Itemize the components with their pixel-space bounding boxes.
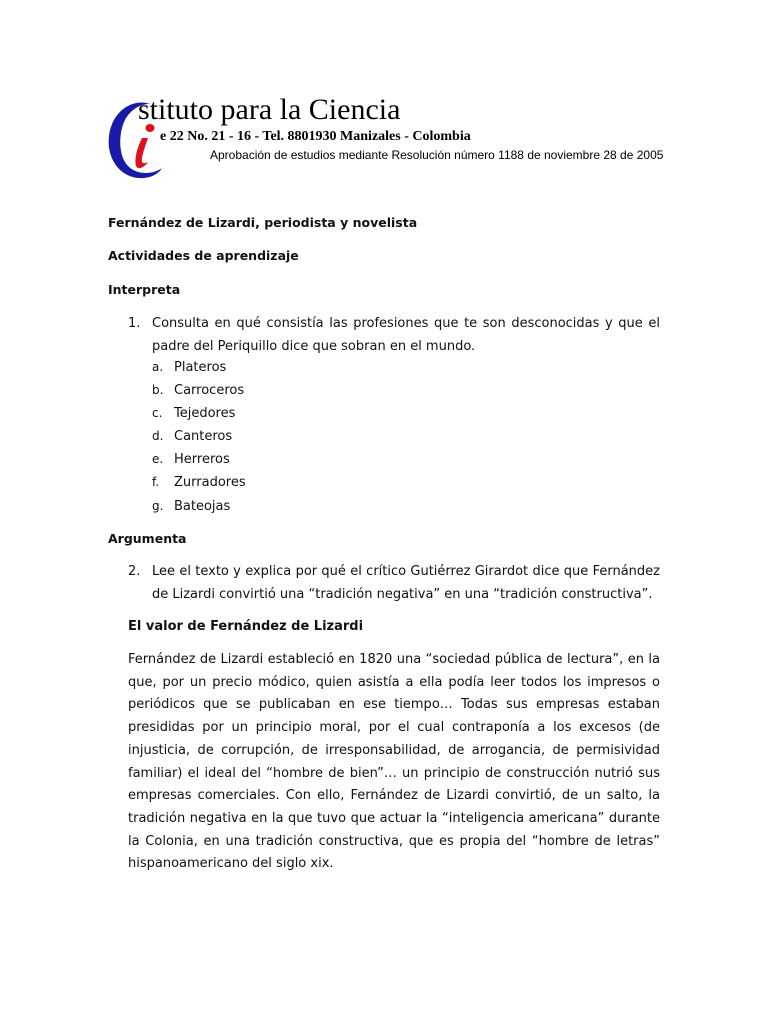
activity-item-2 bbox=[128, 560, 660, 606]
list-item: c. Tejedores bbox=[152, 406, 236, 422]
reading-paragraph: Fernández de Lizardi estableció en 1820 una “sociedad pública de lectura”, en la que, por un precio módico, quien asistía a ella podía leer todos los impresos o periódicos que se publicaban en ese tiempo… Todas sus empresas estaban presididas por un principio moral, por el cual contraponía a los excesos (de injusticia, de corrupción, de irresponsabilidad, de arrogancia, de permisividad familiar) el ideal del “hombre de bien”… un principio de construcción nutrió sus empresas comerciales. Con ello, Fernández de Lizardi convirtió, de un salto, la tradición negativa en la que tuvo que actuar la “inteligencia americana” durante la Colonia, en una tradición constructiva, que es propia del “hombre de letras” hispanoamericano del siglo xix. bbox=[128, 652, 660, 872]
institute-address: e 22 No. 21 - 16 - Tel. 8801930 Manizales - Colombia bbox=[160, 129, 471, 144]
document-title: Fernández de Lizardi, periodista y novelista bbox=[108, 215, 418, 230]
institute-name: stituto para la Ciencia bbox=[138, 93, 401, 126]
professions-list bbox=[152, 356, 352, 518]
approval-statement: Aprobación de estudios mediante Resolución número 1188 de noviembre 28 de 2005 bbox=[210, 148, 664, 162]
list-item: d. Canteros bbox=[152, 429, 233, 445]
item-text: Consulta en qué consistía las profesiones que te son desconocidas y que el padre del Periquillo dice que sobran en el mundo. bbox=[152, 316, 660, 354]
list-item: b. Carroceros bbox=[152, 383, 245, 399]
item-number: 2. bbox=[128, 564, 141, 579]
list-item: g. Bateojas bbox=[152, 498, 231, 514]
logo-i-stem bbox=[135, 138, 148, 168]
activity-item-1 bbox=[128, 312, 660, 358]
section-heading-activities: Actividades de aprendizaje bbox=[108, 248, 299, 263]
item-number: 1. bbox=[128, 316, 141, 331]
item-text: Lee el texto y explica por qué el crítico Gutiérrez Girardot dice que Fernández de Lizardi convirtió una “tradición negativa” en una “tradición constructiva”. bbox=[152, 564, 660, 602]
list-item: f. Zurradores bbox=[152, 475, 246, 491]
list-item: a. Plateros bbox=[152, 360, 227, 375]
reading-title: El valor de Fernández de Lizardi bbox=[128, 619, 364, 634]
list-item: e. Herreros bbox=[152, 452, 230, 468]
section-heading-argue: Argumenta bbox=[108, 531, 187, 546]
section-heading-interpret: Interpreta bbox=[108, 282, 181, 297]
